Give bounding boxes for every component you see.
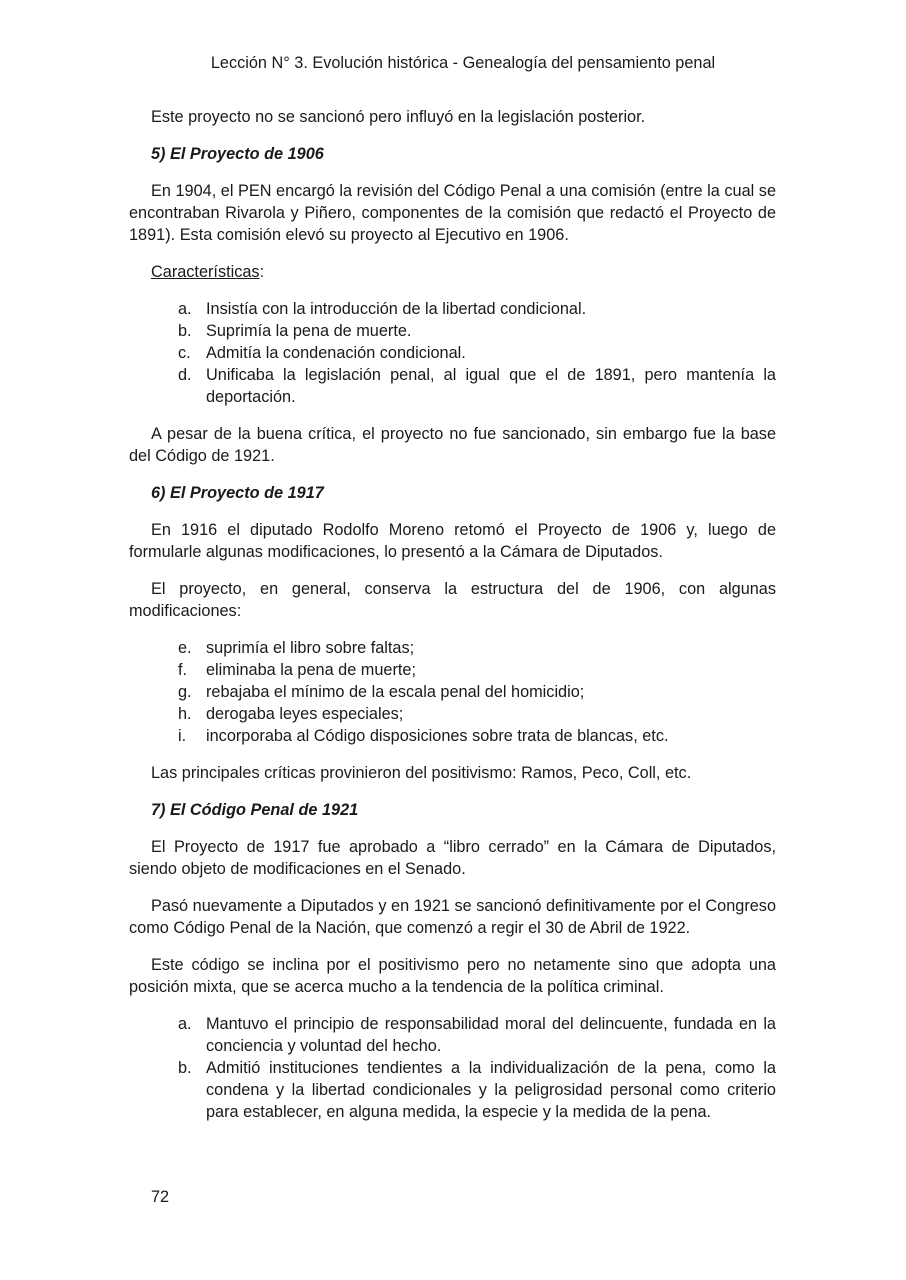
characteristics-colon: : <box>259 263 265 281</box>
list-marker: e. <box>178 639 192 657</box>
list-marker: b. <box>178 1059 192 1077</box>
list-item-text: rebajaba el mínimo de la escala penal del homicidio; <box>206 683 585 701</box>
section-6-list <box>129 637 776 747</box>
section-5-list <box>129 298 776 408</box>
list-item-text: eliminaba la pena de muerte; <box>206 661 416 679</box>
section-5-paragraph-2: A pesar de la buena crítica, el proyecto no fue sancionado, sin embargo fue la base del Código de 1921. <box>129 425 776 465</box>
section-6-heading: 6) El Proyecto de 1917 <box>151 484 324 502</box>
list-item <box>129 681 776 703</box>
section-7-paragraph-2: Pasó nuevamente a Diputados y en 1921 se sancionó definitivamente por el Congreso como Código Penal de la Nación, que comenzó a regir el 30 de Abril de 1922. <box>129 897 776 937</box>
running-header: Lección N° 3. Evolución histórica - Genealogía del pensamiento penal <box>210 54 716 72</box>
list-item-text: derogaba leyes especiales; <box>206 705 404 723</box>
list-item <box>129 364 776 408</box>
list-marker: f. <box>178 661 188 679</box>
list-marker: a. <box>178 1015 192 1033</box>
list-marker: g. <box>178 683 192 701</box>
list-item-text: Mantuvo el principio de responsabilidad moral del delincuente, fundada en la conciencia y voluntad del hecho. <box>206 1015 776 1055</box>
list-marker: b. <box>178 322 192 340</box>
section-6-paragraph-1: En 1916 el diputado Rodolfo Moreno retomó el Proyecto de 1906 y, luego de formularle algunas modificaciones, lo presentó a la Cámara de Diputados. <box>129 521 776 561</box>
list-item-text: suprimía el libro sobre faltas; <box>206 639 415 657</box>
characteristics-label <box>129 261 776 283</box>
list-marker: d. <box>178 366 192 384</box>
list-marker: a. <box>178 300 192 318</box>
list-marker: i. <box>178 727 187 745</box>
list-item <box>129 637 776 659</box>
section-6-paragraph-2: El proyecto, en general, conserva la estructura del de 1906, con algunas modificaciones: <box>129 580 776 620</box>
section-7-list <box>129 1013 776 1123</box>
list-item <box>129 659 776 681</box>
list-item <box>129 1057 776 1123</box>
list-item-text: Admitió instituciones tendientes a la individualización de la pena, como la condena y la libertad condicionales y la peligrosidad personal como criterio para establecer, en alguna medida, la especie y la medida de la pena. <box>206 1059 776 1121</box>
section-7-paragraph-3: Este código se inclina por el positivismo pero no netamente sino que adopta una posición mixta, que se acerca mucho a la tendencia de la política criminal. <box>129 956 776 996</box>
intro-paragraph: Este proyecto no se sancionó pero influyó en la legislación posterior. <box>151 108 646 126</box>
list-item <box>129 342 776 364</box>
list-item <box>129 703 776 725</box>
list-marker: c. <box>178 344 191 362</box>
list-item <box>129 320 776 342</box>
list-item <box>129 298 776 320</box>
list-item-text: Suprimía la pena de muerte. <box>206 322 412 340</box>
section-6-paragraph-3: Las principales críticas provinieron del positivismo: Ramos, Peco, Coll, etc. <box>151 764 692 782</box>
list-item-text: incorporaba al Código disposiciones sobre trata de blancas, etc. <box>206 727 669 745</box>
list-item-text: Admitía la condenación condicional. <box>206 344 466 362</box>
list-item-text: Insistía con la introducción de la libertad condicional. <box>206 300 587 318</box>
list-marker: h. <box>178 705 192 723</box>
page-content <box>129 106 776 1138</box>
list-item <box>129 725 776 747</box>
list-item-text: Unificaba la legislación penal, al igual que el de 1891, pero mantenía la deportación. <box>206 366 776 406</box>
section-7-paragraph-1: El Proyecto de 1917 fue aprobado a “libro cerrado” en la Cámara de Diputados, siendo objeto de modificaciones en el Senado. <box>129 838 776 878</box>
section-5-paragraph-1: En 1904, el PEN encargó la revisión del Código Penal a una comisión (entre la cual se encontraban Rivarola y Piñero, componentes de la comisión que redactó el Proyecto de 1891). Esta comisión elevó su proyecto al Ejecutivo en 1906. <box>129 182 776 244</box>
characteristics-underlined: Características <box>151 263 260 281</box>
list-item <box>129 1013 776 1057</box>
section-5-heading: 5) El Proyecto de 1906 <box>151 145 324 163</box>
section-7-heading: 7) El Código Penal de 1921 <box>151 801 359 819</box>
page-number: 72 <box>151 1188 170 1206</box>
